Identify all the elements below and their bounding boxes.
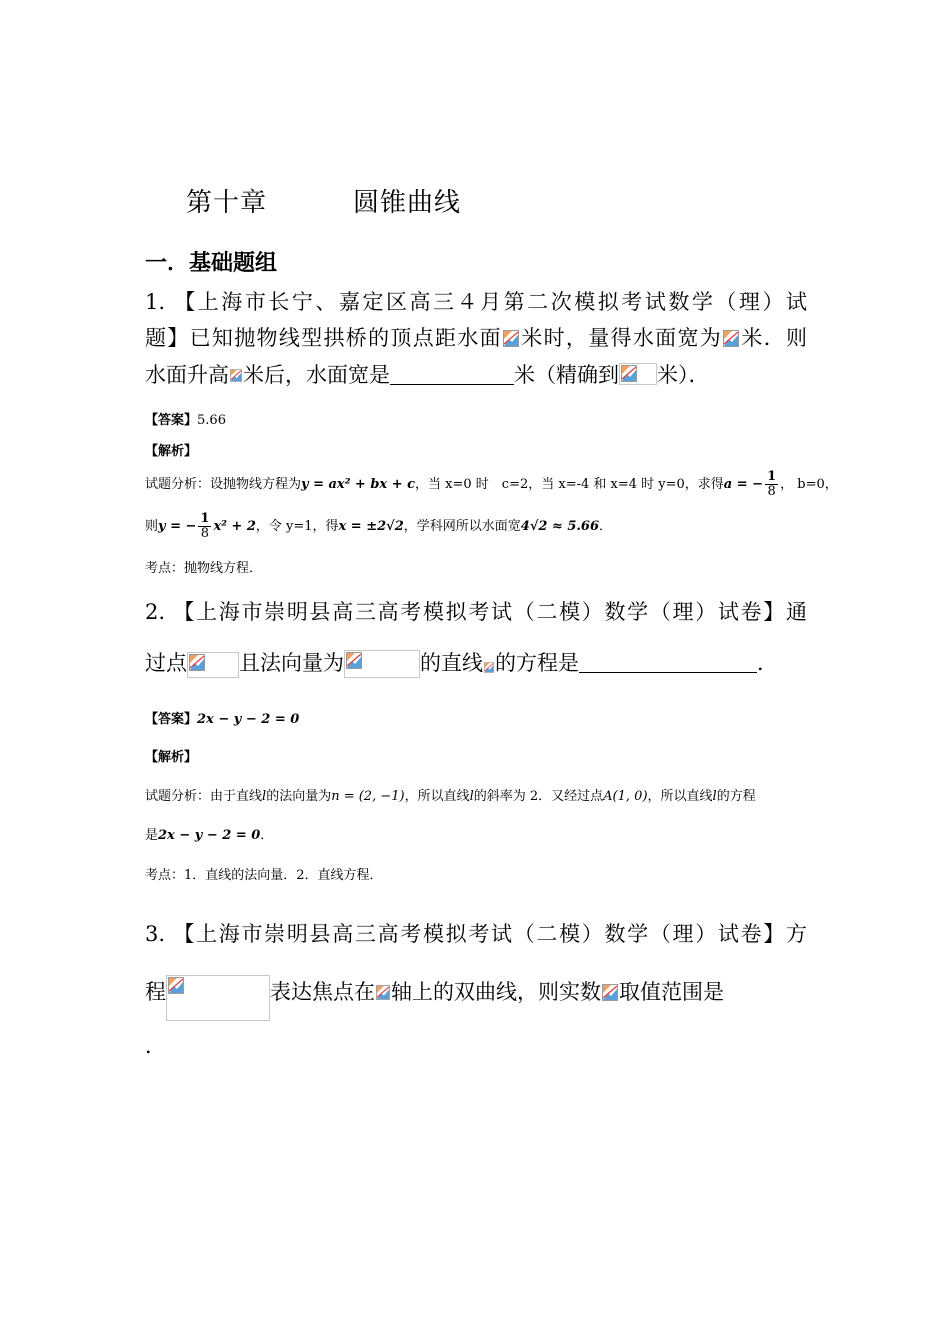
q2-text: 且法向量为	[239, 651, 344, 675]
analysis-text: 试题分析：由于直线	[145, 789, 263, 804]
q1-text: 米时，量得水面宽为	[519, 326, 723, 350]
q3-text: 取值范围是	[619, 980, 724, 1004]
q3-line-3: ．	[145, 1034, 166, 1058]
q1-text: 米．则	[740, 326, 808, 350]
q1-line-1: 1. 【上海市长宁、嘉定区高三４月第二次模拟考试数学（理）试	[145, 290, 807, 314]
q1-line-2	[145, 322, 807, 352]
analysis-text: 的方程	[716, 789, 756, 804]
equation: l	[262, 789, 267, 804]
broken-image-icon	[375, 983, 391, 1002]
q1-text: 米（精确到	[514, 363, 619, 387]
q2-line-1: 2. 【上海市崇明县高三高考模拟考试（二模）数学（理）试卷】通	[145, 600, 807, 624]
q3-text: 程	[145, 980, 166, 1004]
equation: 4√2 ≈ 5.66	[520, 519, 600, 534]
q1-text: 米）．	[657, 363, 710, 387]
q3-line-2	[145, 975, 807, 1021]
equation: a = −	[723, 477, 764, 492]
equation: l	[712, 789, 717, 804]
q1-analysis-line-1	[145, 467, 838, 503]
analysis-text: ，所以直线	[647, 789, 713, 804]
q2-text: 的方程是	[495, 651, 579, 675]
q2-text: 的直线	[420, 651, 483, 675]
answer-label: 【答案】	[145, 712, 198, 727]
answer-value: 5.66	[197, 413, 226, 428]
q1-analysis-label: 【解析】	[145, 444, 198, 459]
equation: n = (2, −1)	[331, 789, 405, 804]
q2-line-2	[145, 647, 807, 678]
equation: y = ax² + bx + c	[301, 477, 416, 492]
equation: 2x − y − 2 = 0	[158, 828, 261, 843]
q1-line-3	[145, 359, 807, 389]
broken-image-icon	[601, 983, 619, 1002]
q1-keypoint: 考点：抛物线方程．	[145, 561, 263, 576]
q2-analysis-label: 【解析】	[145, 750, 198, 765]
q2-keypoint: 考点：1．直线的法向量．2．直线方程．	[145, 868, 383, 883]
analysis-text: 试题分析：设抛物线方程为	[145, 477, 302, 492]
fraction: $\frac{1}{8}$	[200, 511, 210, 541]
broken-image-icon	[502, 329, 520, 348]
broken-image-icon	[166, 975, 270, 1021]
equation: A(1, 0)	[603, 789, 648, 804]
analysis-text: ， b=0，	[780, 477, 838, 492]
broken-image-icon	[229, 366, 243, 385]
analysis-text: ，当 x=0 时 c=2，当 x=-4 和 x=4 时 y=0，求得	[415, 477, 724, 492]
answer-value: 2x − y − 2 = 0	[197, 712, 300, 727]
q3-text: 表达焦点在	[270, 980, 375, 1004]
analysis-text: 的斜率为 2．又经过点	[473, 789, 604, 804]
analysis-text: ．	[260, 828, 274, 843]
broken-image-icon	[483, 658, 495, 678]
q3-line-1: 3. 【上海市崇明县高三高考模拟考试（二模）数学（理）试卷】方	[145, 922, 807, 946]
q1-text: 水面升高	[145, 363, 229, 387]
broken-image-icon	[344, 650, 420, 678]
analysis-text: 则	[145, 519, 159, 534]
q2-answer	[145, 708, 299, 727]
q2-analysis-line-2	[145, 824, 273, 843]
broken-image-icon	[619, 363, 657, 385]
chapter-title	[186, 182, 461, 219]
analysis-text: ．	[599, 519, 613, 534]
chapter-name: 圆锥曲线	[353, 188, 462, 218]
analysis-text: 是	[145, 828, 159, 843]
analysis-text: ，学科网所以水面宽	[403, 519, 521, 534]
q1-text: 题】已知抛物线型拱桥的顶点距水面	[145, 326, 502, 350]
equation: x = ±2√2	[338, 519, 404, 534]
analysis-text: ，令 y=1，得	[255, 519, 339, 534]
q1-answer	[145, 409, 226, 428]
fraction: $\frac{1}{8}$	[767, 469, 777, 499]
answer-blank	[579, 652, 757, 673]
section-title: 一．基础题组	[145, 251, 278, 276]
analysis-text: 的法向量为	[266, 789, 332, 804]
q2-text: ．	[757, 651, 778, 675]
answer-blank	[390, 364, 514, 385]
broken-image-icon	[722, 329, 740, 348]
equation: y = −	[158, 519, 197, 534]
q2-analysis-line-1	[145, 785, 756, 804]
broken-image-icon	[187, 652, 239, 678]
q1-text: 米后，水面宽是	[243, 363, 390, 387]
q3-text: 轴上的双曲线，则实数	[391, 980, 601, 1004]
q2-text: 过点	[145, 651, 187, 675]
analysis-text: ，所以直线	[404, 789, 470, 804]
equation: l	[469, 789, 474, 804]
q1-analysis-line-2	[145, 509, 612, 545]
answer-label: 【答案】	[145, 413, 198, 428]
equation: x² + 2	[213, 519, 256, 534]
chapter-number: 第十章	[186, 188, 268, 218]
